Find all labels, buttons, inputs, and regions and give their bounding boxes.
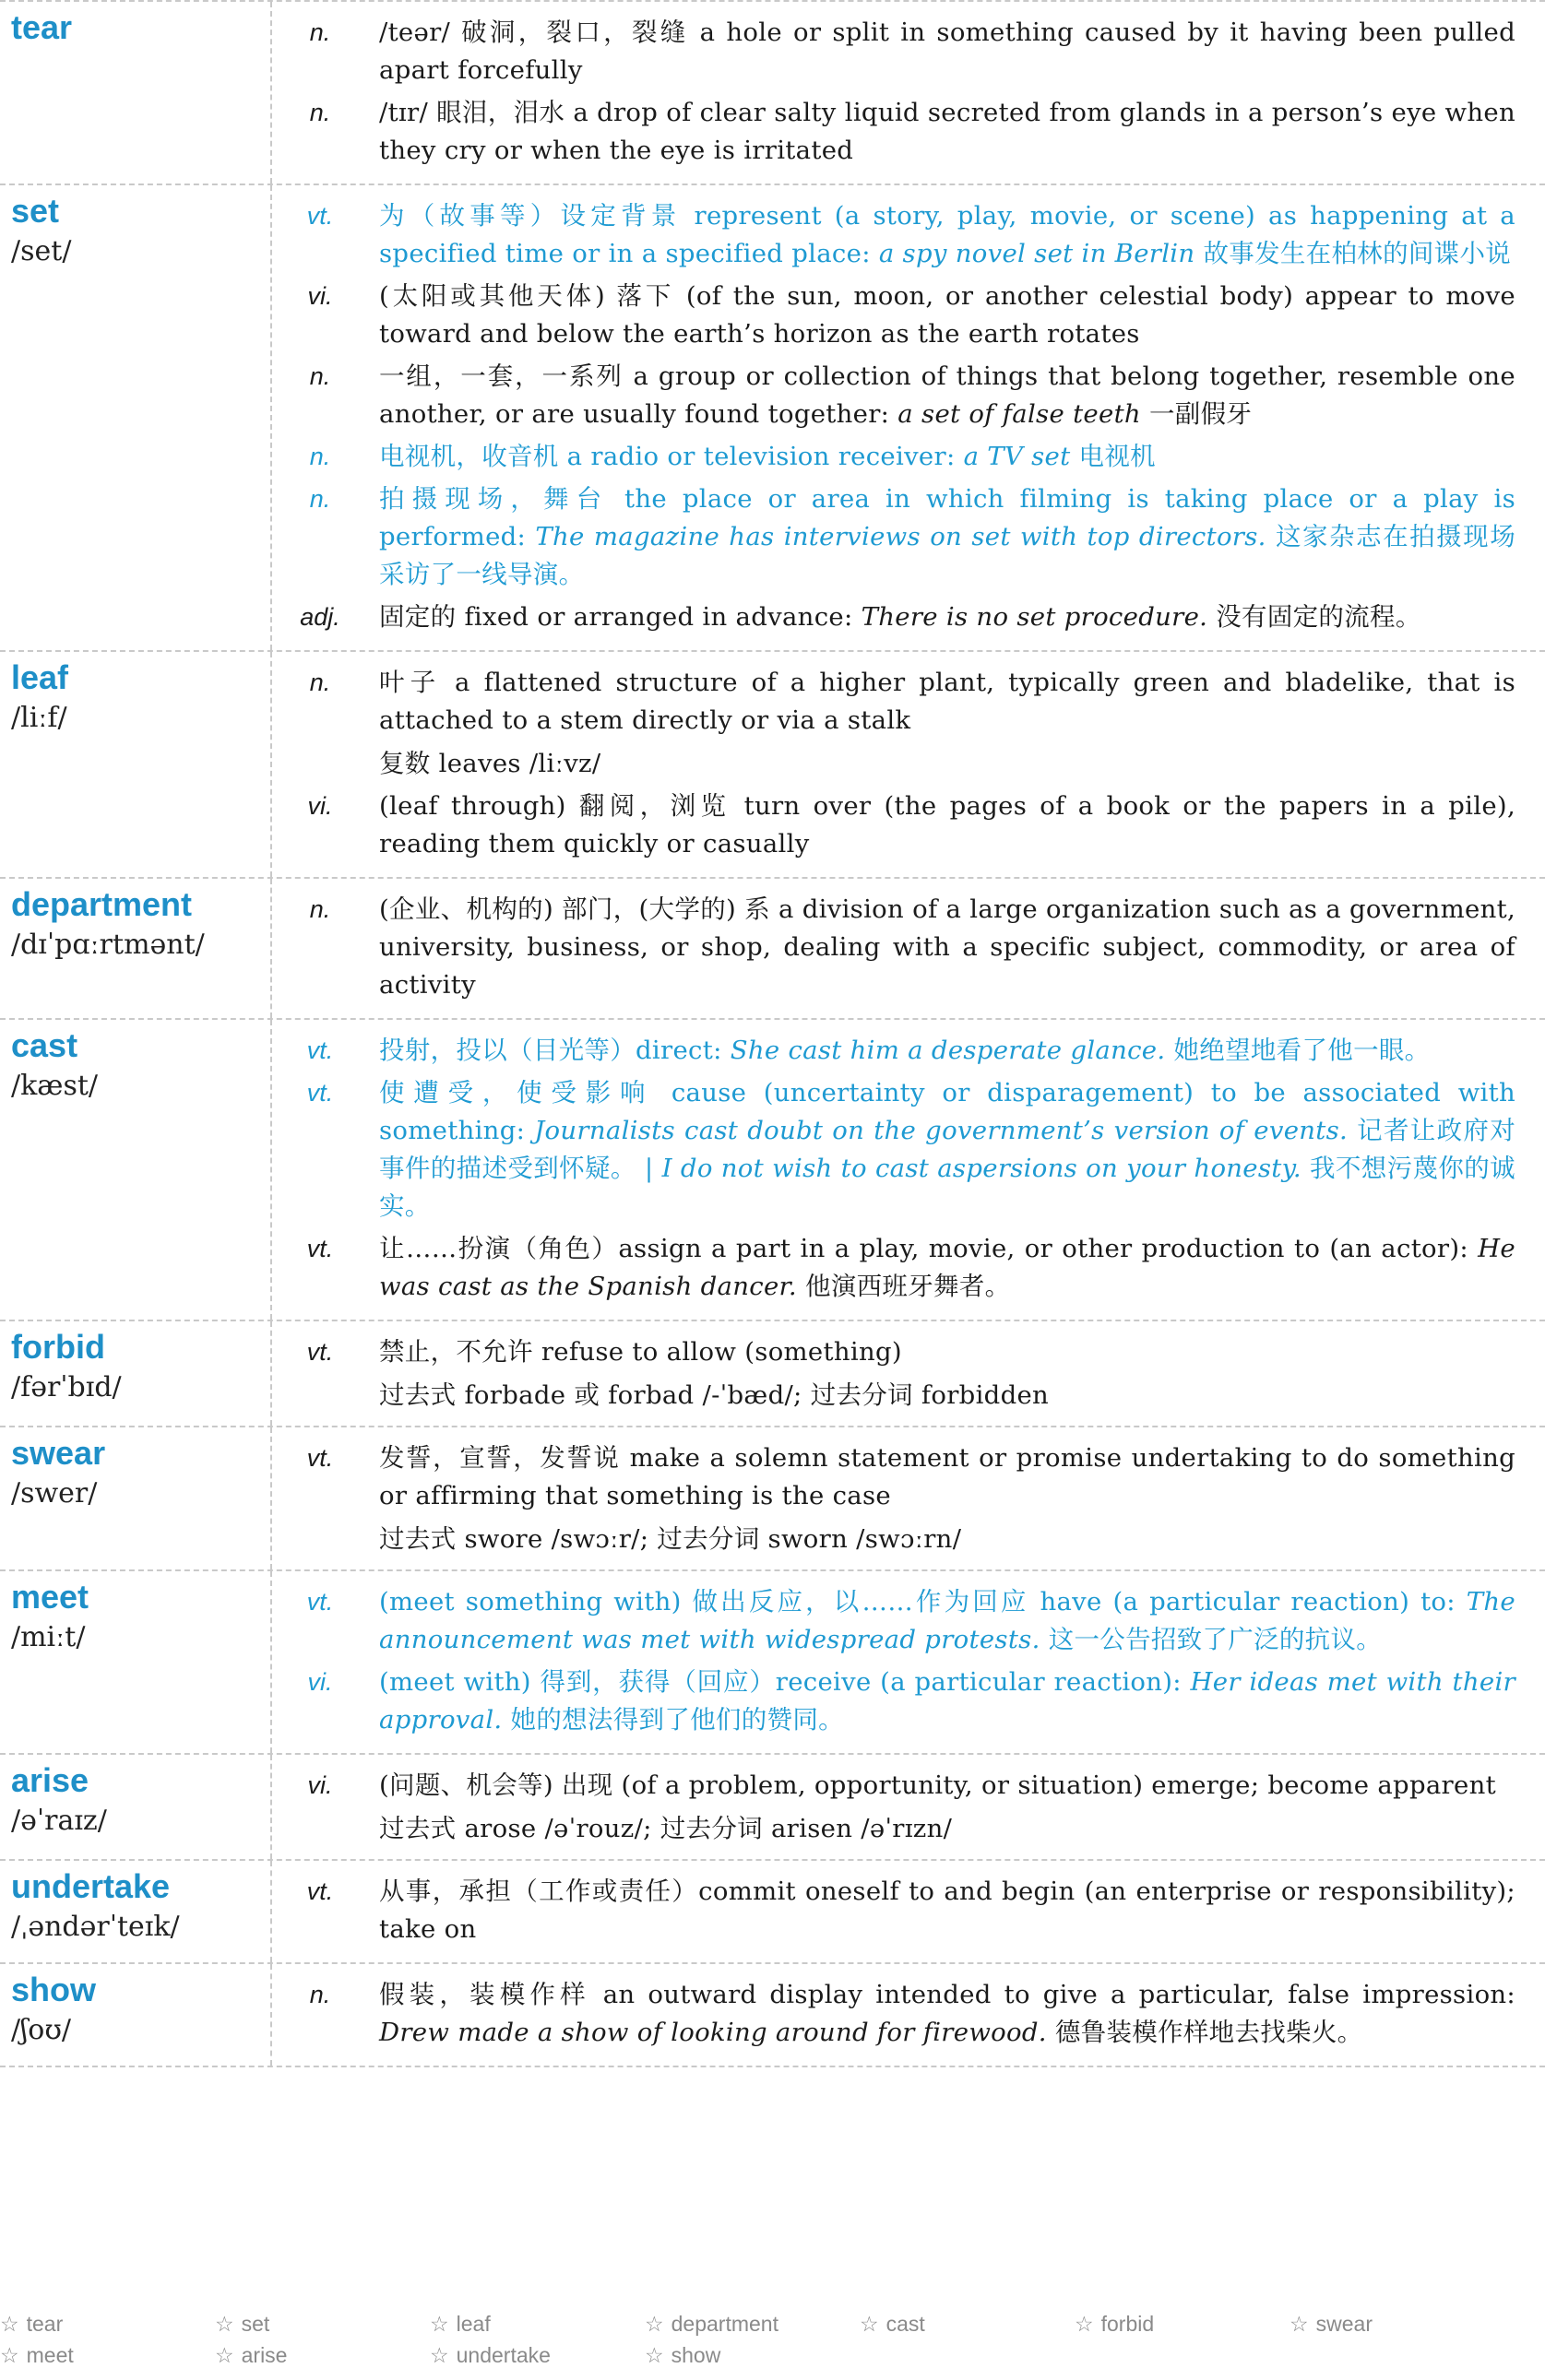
definition	[379, 598, 1515, 636]
inflection-note: 复数 leaves /liːvz/	[379, 749, 601, 778]
headword: leaf	[11, 658, 69, 696]
part-of-speech: vt.	[306, 1444, 334, 1472]
footer-word-label: meet	[26, 2343, 74, 2367]
star-icon[interactable]: ☆	[0, 2312, 19, 2336]
definition	[379, 1767, 1515, 1805]
example-translation: 这家杂志在拍摄现场采访了一线导演。	[379, 522, 1516, 589]
definition-text: (企业、机构的) 部门，(大学的) 系 a division of a large organization such as a government, university, business, or shop, dealing with a specific subject, commodity, or area of activity	[379, 894, 1515, 1000]
phonetic: /miːt/	[11, 1621, 86, 1653]
footer-word-link[interactable]	[645, 2312, 778, 2337]
footer-word-link[interactable]	[0, 2312, 63, 2337]
definition-text: 投射，投以（目光等）direct:	[379, 1036, 722, 1065]
headword: cast	[11, 1026, 78, 1064]
sense	[283, 1074, 1515, 1226]
part-of-speech: vt.	[306, 1235, 334, 1262]
entry-cast	[0, 1020, 1545, 1321]
definition	[379, 1583, 1515, 1659]
headword: department	[11, 885, 193, 923]
definition-text: /tɪr/ 眼泪，泪水 a drop of clear salty liquid secreted from glands in a person’s eye when they cry or when the eye is irritated	[379, 98, 1515, 165]
headword-column	[11, 1433, 265, 1514]
entry-arise	[0, 1755, 1545, 1861]
footer-word-label: swear	[1315, 2312, 1373, 2336]
star-icon[interactable]: ☆	[430, 2312, 449, 2336]
example-sentence: a set of false teeth	[897, 399, 1141, 429]
definition-text: 叶子 a flattened structure of a higher plant, typically green and bladelike, that is attached to a stem directly or via a stalk	[379, 668, 1515, 735]
headword: show	[11, 1971, 97, 2008]
phonetic: /set/	[11, 235, 72, 267]
star-icon[interactable]: ☆	[215, 2312, 234, 2336]
example-sentence: Drew made a show of looking around for firewood.	[379, 2018, 1047, 2047]
headword: swear	[11, 1434, 106, 1472]
headword-column	[11, 1577, 265, 1658]
sense	[283, 1767, 1515, 1805]
senses	[283, 1020, 1545, 1320]
example-translation: 故事发生在柏林的间谍小说	[1203, 239, 1512, 268]
senses	[283, 1321, 1545, 1426]
headword-column	[11, 657, 265, 739]
phonetic: /ʃoʊ/	[11, 2014, 72, 2046]
inflection-note: 过去式 forbade 或 forbad /-ˈbæd/; 过去分词 forbidden	[379, 1380, 1050, 1410]
star-icon[interactable]: ☆	[1289, 2312, 1309, 2336]
sense	[283, 1032, 1515, 1070]
sense	[283, 14, 1515, 89]
footer-word-link[interactable]	[215, 2312, 269, 2337]
footer-word-link[interactable]	[215, 2343, 287, 2368]
footer-word-link[interactable]	[645, 2343, 720, 2368]
definition-text: (meet something with) 做出反应，以……作为回应 have (a particular reaction) to:	[379, 1587, 1456, 1616]
senses	[283, 652, 1545, 877]
definition-text: 拍摄现场，舞台 the place or area in which filming is taking place or a play is performed:	[379, 484, 1515, 551]
footer-word-link[interactable]	[1075, 2312, 1154, 2337]
sense	[283, 1230, 1515, 1306]
headword-column	[11, 191, 265, 272]
part-of-speech: n.	[309, 895, 331, 923]
definition	[379, 14, 1515, 89]
example-translation: 她的想法得到了他们的赞同。	[510, 1705, 844, 1735]
example-translation: 德鲁装模作样地去找柴火。	[1054, 2018, 1363, 2047]
example-translation: 我不想污蔑你的诚实。	[379, 1154, 1515, 1221]
part-of-speech: vi.	[307, 282, 333, 310]
part-of-speech: vt.	[306, 202, 334, 230]
example-translation: 电视机	[1078, 442, 1156, 471]
part-of-speech: n.	[309, 443, 331, 470]
headword: tear	[11, 8, 73, 46]
part-of-speech: adj.	[300, 603, 340, 631]
definition-text: 禁止，不允许 refuse to allow (something)	[379, 1337, 902, 1367]
definition-text: (leaf through) 翻阅，浏览 turn over (the pages of a book or the papers in a pile), reading them quickly or casually	[379, 791, 1515, 858]
part-of-speech: n.	[309, 99, 331, 126]
sense	[283, 787, 1515, 863]
senses	[283, 1755, 1545, 1859]
headword: undertake	[11, 1867, 171, 1905]
part-of-speech: vt.	[306, 1036, 334, 1064]
inflection-note: 过去式 swore /swɔːr/; 过去分词 sworn /swɔːrn/	[379, 1524, 962, 1554]
definition	[379, 664, 1515, 740]
definition	[379, 94, 1515, 170]
definition-text: (meet with) 得到，获得（回应）receive (a particular reaction):	[379, 1667, 1182, 1697]
definition-text: 固定的 fixed or arranged in advance:	[379, 602, 853, 632]
definition-text: 从事，承担（工作或责任）commit oneself to and begin (an enterprise or responsibility); take on	[379, 1877, 1515, 1944]
definition	[379, 1074, 1515, 1226]
senses	[283, 2, 1545, 184]
example-sentence: Journalists cast doubt on the government’s version of events.	[534, 1116, 1349, 1145]
headword-column	[11, 7, 265, 48]
definition	[379, 197, 1515, 273]
example-sentence: There is no set procedure.	[861, 602, 1208, 632]
headword-column	[11, 1760, 265, 1841]
star-icon[interactable]: ☆	[1075, 2312, 1094, 2336]
senses	[283, 1861, 1545, 1962]
footer-word-link[interactable]	[430, 2312, 491, 2337]
footer-word-label: forbid	[1100, 2312, 1155, 2336]
sense	[283, 1333, 1515, 1371]
headword-column	[11, 1025, 265, 1107]
footer-word-link[interactable]	[860, 2312, 925, 2337]
footer-word-label: arise	[241, 2343, 288, 2367]
example-sentence: The announcement was met with widespread protests.	[379, 1587, 1515, 1654]
word-index-footer	[0, 2310, 1545, 2380]
definition	[379, 1230, 1515, 1306]
star-icon[interactable]: ☆	[430, 2343, 449, 2367]
sense	[283, 278, 1515, 353]
definition	[379, 358, 1515, 433]
example-translation: 没有固定的流程。	[1216, 602, 1421, 632]
definition	[379, 1873, 1515, 1948]
sense	[283, 891, 1515, 1004]
headword-column	[11, 1866, 265, 1948]
definition	[379, 1032, 1515, 1070]
definition-text: 一组，一套，一系列 a group or collection of things that belong together, resemble one another, or are usually found together:	[379, 361, 1515, 429]
part-of-speech: vt.	[306, 1079, 334, 1107]
definition-text: 使遭受，使受影响 cause (uncertainty or disparagement) to be associated with something:	[379, 1078, 1515, 1145]
phonetic: /dɪˈpɑːrtmənt/	[11, 929, 205, 961]
definition	[379, 1439, 1515, 1515]
part-of-speech: n.	[309, 485, 331, 513]
entry-undertake	[0, 1861, 1545, 1964]
senses	[283, 1964, 1545, 2066]
star-icon[interactable]: ☆	[645, 2343, 664, 2367]
definition	[379, 1664, 1515, 1739]
entry-swear	[0, 1427, 1545, 1571]
phonetic: /əˈraɪz/	[11, 1805, 107, 1837]
footer-word-link[interactable]	[430, 2343, 551, 2368]
definition-text: /teər/ 破洞，裂口，裂缝 a hole or split in something caused by it having been pulled apart forcefully	[379, 18, 1515, 85]
phonetic: /kæst/	[11, 1070, 99, 1102]
entry-meet	[0, 1571, 1545, 1755]
headword: arise	[11, 1761, 89, 1799]
headword-column	[11, 1970, 265, 2051]
definition-text: 为（故事等）设定背景 represent (a story, play, movie, or scene) as happening at a specified time or in a specified place:	[379, 201, 1515, 268]
headword: forbid	[11, 1328, 105, 1366]
part-of-speech: vi.	[307, 1771, 333, 1799]
sense	[283, 438, 1515, 476]
sense	[283, 1439, 1515, 1515]
part-of-speech: vt.	[306, 1338, 334, 1366]
part-of-speech: vi.	[307, 792, 333, 820]
example-sentence: a TV set	[963, 442, 1071, 471]
entry-forbid	[0, 1321, 1545, 1427]
part-of-speech: n.	[309, 1981, 331, 2008]
example-translation: 她绝望地看了他一眼。	[1173, 1036, 1431, 1065]
part-of-speech: vt.	[306, 1877, 334, 1905]
star-icon[interactable]: ☆	[0, 2343, 19, 2367]
phonetic: /swer/	[11, 1477, 98, 1510]
entry-show	[0, 1964, 1545, 2067]
sense	[283, 94, 1515, 170]
senses	[283, 1427, 1545, 1569]
definition	[379, 438, 1515, 476]
entry-leaf	[0, 652, 1545, 879]
example-translation: 一副假牙	[1149, 399, 1253, 429]
inflection-note: 过去式 arose /əˈrouz/; 过去分词 arisen /əˈrɪzn/	[379, 1814, 953, 1843]
footer-word-link[interactable]	[1289, 2312, 1373, 2337]
sense	[283, 197, 1515, 273]
footer-word-label: tear	[26, 2312, 64, 2336]
star-icon[interactable]: ☆	[645, 2312, 664, 2336]
footer-word-label: set	[241, 2312, 270, 2336]
example-sentence: He was cast as the Spanish dancer.	[379, 1234, 1515, 1301]
sense	[283, 1976, 1515, 2052]
entry-department	[0, 879, 1545, 1020]
definition-text: 电视机，收音机 a radio or television receiver:	[379, 442, 956, 471]
footer-word-label: cast	[885, 2312, 925, 2336]
example-translation: 他演西班牙舞者。	[805, 1272, 1011, 1301]
definition	[379, 278, 1515, 353]
footer-word-link[interactable]	[0, 2343, 74, 2368]
senses	[283, 185, 1545, 650]
part-of-speech: n.	[309, 669, 331, 696]
example-sentence: Her ideas met with their approval.	[379, 1667, 1515, 1735]
part-of-speech: vt.	[306, 1588, 334, 1616]
phonetic: /liːf/	[11, 702, 67, 734]
entry-set	[0, 185, 1545, 652]
headword-column	[11, 884, 265, 965]
example-sentence: a spy novel set in Berlin	[878, 239, 1195, 268]
definition-text: 发誓，宣誓，发誓说 make a solemn statement or promise undertaking to do something or affirming that something is the case	[379, 1443, 1515, 1510]
senses	[283, 1571, 1545, 1753]
footer-word-label: leaf	[456, 2312, 491, 2336]
definition-text: 假装，装模作样 an outward display intended to give a particular, false impression:	[379, 1980, 1515, 2009]
entry-tear	[0, 0, 1545, 185]
headword: meet	[11, 1578, 89, 1616]
footer-word-label: department	[671, 2312, 778, 2336]
sense	[283, 1583, 1515, 1659]
definition	[379, 787, 1515, 863]
definition-text: (问题、机会等) 出现 (of a problem, opportunity, or situation) emerge; become apparent	[379, 1770, 1496, 1800]
definition	[379, 1976, 1515, 2052]
senses	[283, 879, 1545, 1018]
part-of-speech: vi.	[307, 1668, 333, 1696]
part-of-speech: n.	[309, 362, 331, 390]
sense	[283, 358, 1515, 433]
sense	[283, 598, 1515, 636]
part-of-speech: n.	[309, 18, 331, 46]
definition	[379, 480, 1515, 594]
star-icon[interactable]: ☆	[215, 2343, 234, 2367]
sense	[283, 1873, 1515, 1948]
definition	[379, 1333, 1515, 1371]
example-translation: 记者让政府对事件的描述受到怀疑。 |	[379, 1116, 1516, 1183]
definition-text: 让……扮演（角色）assign a part in a play, movie, or other production to (an actor):	[379, 1234, 1468, 1263]
sense	[283, 480, 1515, 594]
definition-text: (太阳或其他天体) 落下 (of the sun, moon, or another celestial body) appear to move toward and below the earth’s horizon as the earth rotates	[379, 281, 1515, 349]
headword-column	[11, 1327, 265, 1408]
footer-word-label: show	[671, 2343, 721, 2367]
phonetic: /ˌəndərˈteɪk/	[11, 1911, 180, 1943]
star-icon[interactable]: ☆	[860, 2312, 879, 2336]
example-sentence: She cast him a desperate glance.	[730, 1036, 1166, 1065]
sense	[283, 1664, 1515, 1739]
footer-word-label: undertake	[456, 2343, 551, 2367]
example-translation: 这一公告招致了广泛的抗议。	[1048, 1625, 1383, 1654]
headword: set	[11, 192, 60, 230]
example-sentence: The magazine has interviews on set with top directors.	[535, 522, 1266, 551]
example-sentence: I do not wish to cast aspersions on your honesty.	[661, 1154, 1301, 1183]
definition	[379, 891, 1515, 1004]
sense	[283, 664, 1515, 740]
phonetic: /fərˈbɪd/	[11, 1371, 122, 1403]
